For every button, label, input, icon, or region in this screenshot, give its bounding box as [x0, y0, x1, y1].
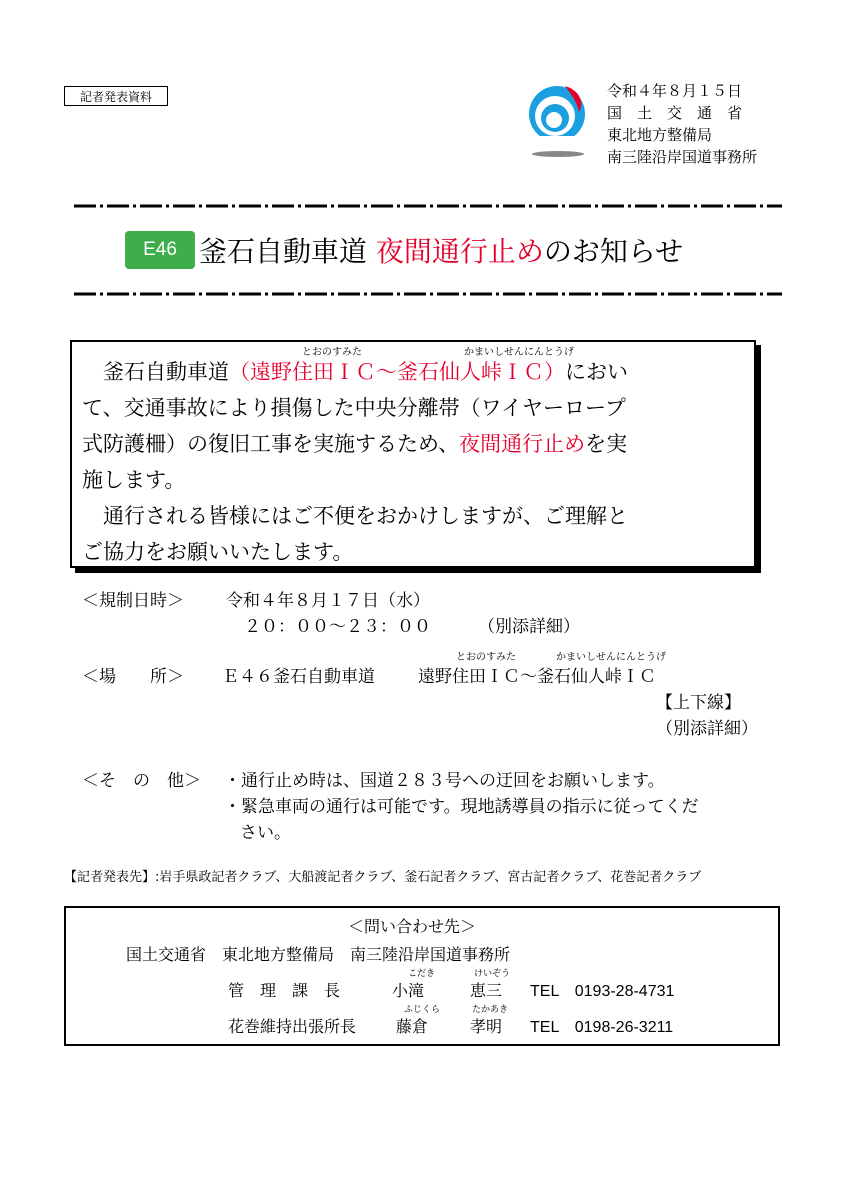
- divider-bottom: [74, 290, 782, 298]
- summary-t8: 施します。: [82, 468, 186, 492]
- contact-heading: ＜問い合わせ先＞: [348, 917, 477, 936]
- ruby-keizo: けいぞう: [474, 969, 511, 979]
- press-release-label: 記者発表資料: [64, 86, 168, 106]
- other-item-2: ・緊急車両の通行は可能です。現地誘導員の指示に従ってくだ: [224, 797, 699, 817]
- summary-text: [82, 354, 750, 570]
- contact-role-2: 花巻維持出張所長: [228, 1017, 357, 1036]
- page-title: [125, 228, 683, 272]
- title-part1: 釜石自動車道: [199, 235, 376, 268]
- other-item-2-cont: さい。: [240, 823, 291, 843]
- summary-highlight: 夜間通行止め: [459, 432, 586, 456]
- contact-name-1a: 小滝: [392, 981, 425, 1000]
- ruby-kamaishi: かまいしせんにんとうげ: [464, 347, 574, 358]
- other-label: ＜そ の 他＞: [82, 771, 201, 791]
- schedule-note: （別添詳細）: [478, 617, 580, 637]
- org-bureau: 東北地方整備局: [607, 126, 713, 144]
- summary-box: [70, 340, 756, 568]
- contact-tel-2: TEL 0198-26-3211: [530, 1019, 674, 1036]
- release-date: 令和４年８月１５日: [607, 82, 743, 100]
- schedule-label: ＜規制日時＞: [82, 591, 184, 611]
- summary-t5: 式防護柵）の復旧工事を実施するため、: [82, 432, 460, 456]
- location-ruby-kamaishi: かまいしせんにんとうげ: [556, 652, 666, 663]
- schedule-date: 令和４年８月１７日（水）: [226, 591, 430, 611]
- location-note: （別添詳細）: [656, 719, 758, 739]
- title-part3: のお知らせ: [543, 235, 684, 268]
- title-highlight: 夜間通行止め: [375, 235, 544, 268]
- route-badge: E46: [125, 231, 195, 269]
- summary-t3: におい: [565, 360, 628, 384]
- location-road: Ｅ４６釜石自動車道: [222, 667, 375, 687]
- contact-name-2a: 藤倉: [396, 1017, 429, 1036]
- contact-tel-1: TEL 0193-28-4731: [530, 983, 675, 1000]
- summary-t10: ご協力をお願いいたします。: [82, 540, 354, 564]
- location-section: 遠野住田ＩＣ～釜石仙人峠ＩＣ: [418, 667, 656, 687]
- summary-t4: て、交通事故により損傷した中央分離帯（ワイヤーロープ: [82, 396, 626, 420]
- contact-role-1: 管 理 課 長: [228, 981, 341, 1000]
- mlit-logo: [525, 80, 593, 160]
- location-label: ＜場 所＞: [82, 667, 184, 687]
- contact-box: [64, 906, 780, 1046]
- contact-office: 国土交通省 東北地方整備局 南三陸沿岸国道事務所: [126, 945, 511, 964]
- contact-name-2b: 孝明: [470, 1017, 503, 1036]
- org-office: 南三陸沿岸国道事務所: [607, 148, 758, 166]
- summary-t7: を実: [585, 432, 628, 456]
- location-direction: 【上下線】: [656, 693, 741, 713]
- org-ministry: 国 土 交 通 省: [607, 104, 743, 122]
- location-ruby-tono: とおのすみた: [456, 652, 516, 663]
- summary-section: （遠野住田ＩＣ～釜石仙人峠ＩＣ）: [229, 360, 565, 384]
- issuer-block: [607, 80, 757, 168]
- ruby-tono: とおのすみた: [302, 347, 362, 358]
- schedule-time: ２０：００～２３：００: [244, 617, 431, 637]
- ruby-takaaki: たかあき: [472, 1005, 509, 1015]
- ruby-kodaki: こだき: [408, 969, 436, 979]
- other-item-1: ・通行止め時は、国道２８３号への迂回をお願いします。: [224, 771, 665, 791]
- press-clubs: 【記者発表先】:岩手県政記者クラブ、大船渡記者クラブ、釜石記者クラブ、宮古記者クラブ、花巻記者クラブ: [64, 870, 702, 885]
- ruby-fujikura: ふじくら: [404, 1005, 441, 1015]
- summary-t1: 釜石自動車道: [82, 360, 229, 384]
- divider-top: [74, 202, 782, 210]
- contact-name-1b: 恵三: [470, 981, 503, 1000]
- title-text: [199, 230, 683, 270]
- summary-t9: 通行される皆様にはご不便をおかけしますが、ご理解と: [82, 504, 628, 528]
